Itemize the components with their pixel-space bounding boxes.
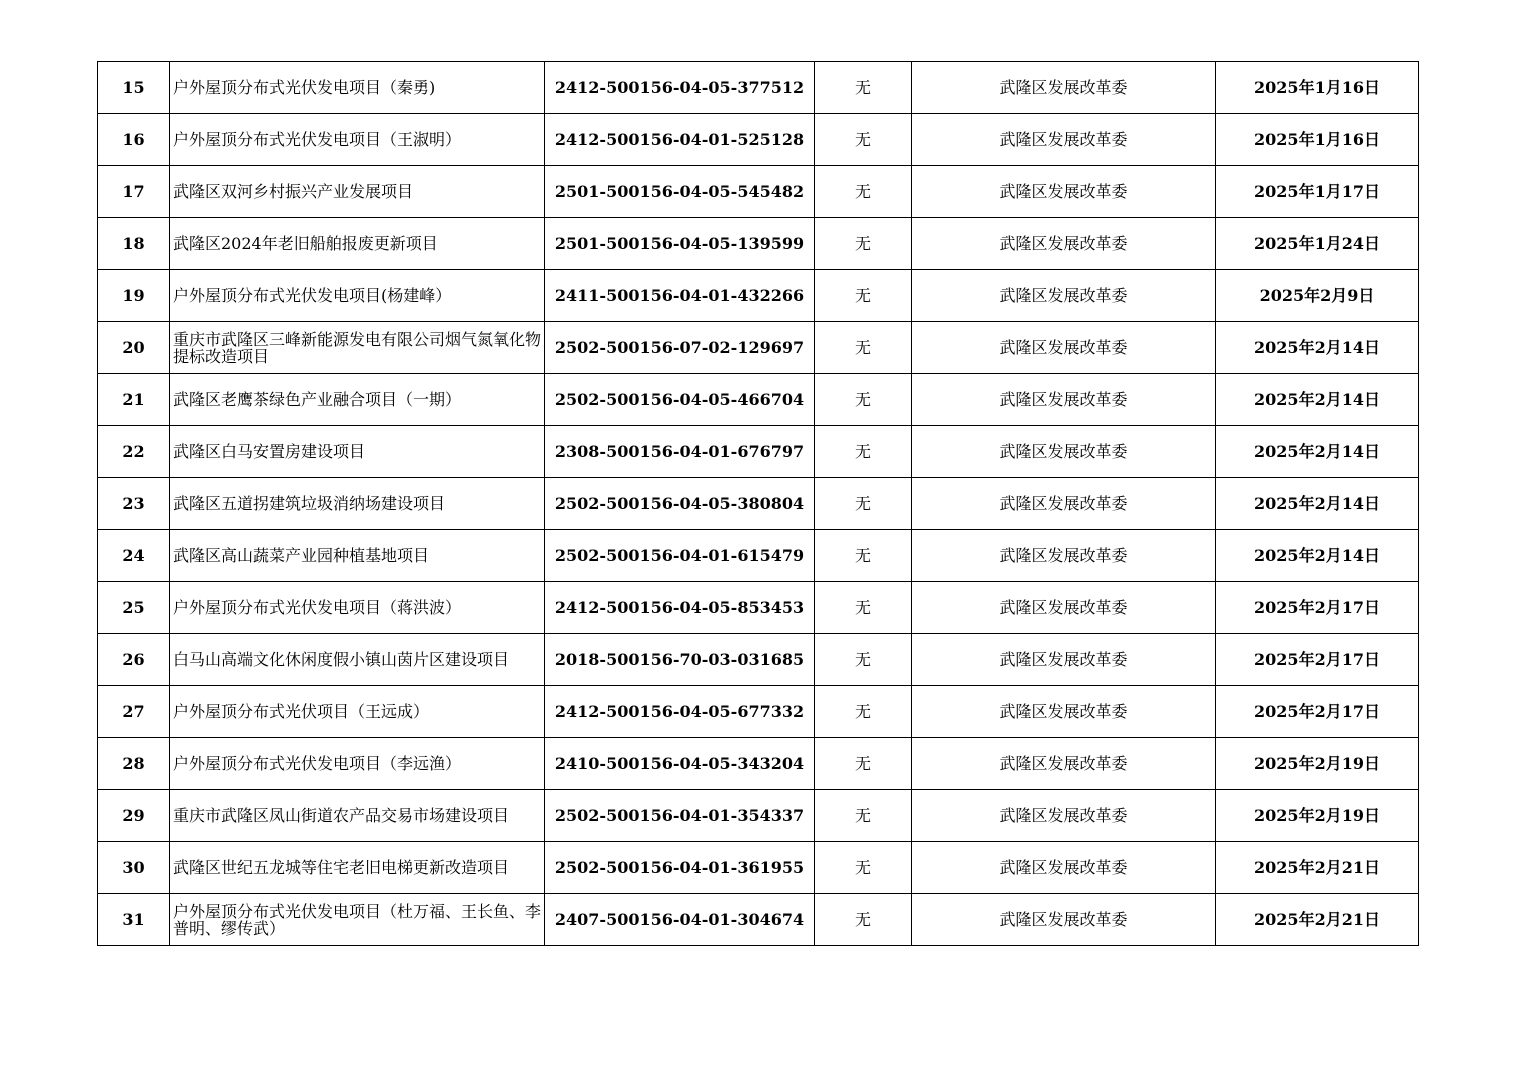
- filing-date-cell: 2025年1月17日: [1216, 166, 1419, 218]
- approving-authority-cell: 武隆区发展改革委: [912, 634, 1216, 686]
- approving-authority-cell: 武隆区发展改革委: [912, 270, 1216, 322]
- table-row: [98, 426, 1419, 478]
- remark-cell: 无: [815, 426, 912, 478]
- project-code-cell: 2501-500156-04-05-545482: [545, 166, 815, 218]
- table-row: [98, 322, 1419, 374]
- project-name-cell: 白马山高端文化休闲度假小镇山茵片区建设项目: [170, 634, 545, 686]
- project-code-cell: 2412-500156-04-05-853453: [545, 582, 815, 634]
- remark-cell: 无: [815, 634, 912, 686]
- project-code-cell: 2502-500156-04-05-380804: [545, 478, 815, 530]
- filing-date-cell: 2025年2月14日: [1216, 530, 1419, 582]
- table-row: [98, 634, 1419, 686]
- filing-date-cell: 2025年1月16日: [1216, 62, 1419, 114]
- project-name-cell: 户外屋顶分布式光伏发电项目(杨建峰）: [170, 270, 545, 322]
- table-row: [98, 894, 1419, 946]
- project-name-cell: 户外屋顶分布式光伏项目（王远成）: [170, 686, 545, 738]
- remark-cell: 无: [815, 686, 912, 738]
- approving-authority-cell: 武隆区发展改革委: [912, 426, 1216, 478]
- row-number-cell: 28: [98, 738, 170, 790]
- remark-cell: 无: [815, 582, 912, 634]
- table-row: [98, 114, 1419, 166]
- project-code-cell: 2502-500156-04-01-361955: [545, 842, 815, 894]
- filing-date-cell: 2025年2月14日: [1216, 322, 1419, 374]
- filing-date-cell: 2025年2月17日: [1216, 634, 1419, 686]
- approving-authority-cell: 武隆区发展改革委: [912, 738, 1216, 790]
- project-filing-table: [97, 61, 1419, 946]
- table-row: [98, 530, 1419, 582]
- filing-date-cell: 2025年2月17日: [1216, 582, 1419, 634]
- project-name-cell: 户外屋顶分布式光伏发电项目（杜万福、王长鱼、李普明、缪传武）: [170, 894, 545, 946]
- table-row: [98, 166, 1419, 218]
- remark-cell: 无: [815, 738, 912, 790]
- project-code-cell: 2411-500156-04-01-432266: [545, 270, 815, 322]
- approving-authority-cell: 武隆区发展改革委: [912, 62, 1216, 114]
- remark-cell: 无: [815, 62, 912, 114]
- table-row: [98, 374, 1419, 426]
- approving-authority-cell: 武隆区发展改革委: [912, 530, 1216, 582]
- remark-cell: 无: [815, 166, 912, 218]
- project-code-cell: 2502-500156-07-02-129697: [545, 322, 815, 374]
- table-row: [98, 218, 1419, 270]
- row-number-cell: 25: [98, 582, 170, 634]
- table-row: [98, 790, 1419, 842]
- approving-authority-cell: 武隆区发展改革委: [912, 322, 1216, 374]
- approving-authority-cell: 武隆区发展改革委: [912, 374, 1216, 426]
- project-name-cell: 户外屋顶分布式光伏发电项目（秦勇): [170, 62, 545, 114]
- approving-authority-cell: 武隆区发展改革委: [912, 842, 1216, 894]
- row-number-cell: 15: [98, 62, 170, 114]
- filing-date-cell: 2025年1月24日: [1216, 218, 1419, 270]
- table-row: [98, 842, 1419, 894]
- project-code-cell: 2407-500156-04-01-304674: [545, 894, 815, 946]
- filing-date-cell: 2025年2月21日: [1216, 894, 1419, 946]
- filing-date-cell: 2025年2月14日: [1216, 374, 1419, 426]
- table-body: [98, 62, 1419, 946]
- filing-date-cell: 2025年1月16日: [1216, 114, 1419, 166]
- row-number-cell: 27: [98, 686, 170, 738]
- project-name-cell: 武隆区五道拐建筑垃圾消纳场建设项目: [170, 478, 545, 530]
- approving-authority-cell: 武隆区发展改革委: [912, 790, 1216, 842]
- project-code-cell: 2412-500156-04-05-377512: [545, 62, 815, 114]
- approving-authority-cell: 武隆区发展改革委: [912, 114, 1216, 166]
- project-name-cell: 户外屋顶分布式光伏发电项目（李远渔）: [170, 738, 545, 790]
- approving-authority-cell: 武隆区发展改革委: [912, 218, 1216, 270]
- approving-authority-cell: 武隆区发展改革委: [912, 686, 1216, 738]
- table-row: [98, 478, 1419, 530]
- project-name-cell: 武隆区2024年老旧船舶报废更新项目: [170, 218, 545, 270]
- row-number-cell: 18: [98, 218, 170, 270]
- project-name-cell: 户外屋顶分布式光伏发电项目（王淑明）: [170, 114, 545, 166]
- project-code-cell: 2308-500156-04-01-676797: [545, 426, 815, 478]
- row-number-cell: 26: [98, 634, 170, 686]
- remark-cell: 无: [815, 790, 912, 842]
- approving-authority-cell: 武隆区发展改革委: [912, 894, 1216, 946]
- filing-date-cell: 2025年2月19日: [1216, 738, 1419, 790]
- table-row: [98, 270, 1419, 322]
- remark-cell: 无: [815, 530, 912, 582]
- row-number-cell: 19: [98, 270, 170, 322]
- row-number-cell: 22: [98, 426, 170, 478]
- project-code-cell: 2502-500156-04-01-354337: [545, 790, 815, 842]
- project-code-cell: 2412-500156-04-01-525128: [545, 114, 815, 166]
- project-code-cell: 2502-500156-04-01-615479: [545, 530, 815, 582]
- filing-date-cell: 2025年2月9日: [1216, 270, 1419, 322]
- project-name-cell: 武隆区高山蔬菜产业园种植基地项目: [170, 530, 545, 582]
- row-number-cell: 24: [98, 530, 170, 582]
- row-number-cell: 31: [98, 894, 170, 946]
- filing-date-cell: 2025年2月17日: [1216, 686, 1419, 738]
- project-name-cell: 重庆市武隆区凤山街道农产品交易市场建设项目: [170, 790, 545, 842]
- remark-cell: 无: [815, 322, 912, 374]
- project-code-cell: 2410-500156-04-05-343204: [545, 738, 815, 790]
- approving-authority-cell: 武隆区发展改革委: [912, 478, 1216, 530]
- table-row: [98, 738, 1419, 790]
- remark-cell: 无: [815, 218, 912, 270]
- table-row: [98, 686, 1419, 738]
- row-number-cell: 20: [98, 322, 170, 374]
- remark-cell: 无: [815, 114, 912, 166]
- filing-date-cell: 2025年2月21日: [1216, 842, 1419, 894]
- project-name-cell: 重庆市武隆区三峰新能源发电有限公司烟气氮氧化物提标改造项目: [170, 322, 545, 374]
- filing-date-cell: 2025年2月19日: [1216, 790, 1419, 842]
- project-name-cell: 武隆区双河乡村振兴产业发展项目: [170, 166, 545, 218]
- project-name-cell: 武隆区白马安置房建设项目: [170, 426, 545, 478]
- row-number-cell: 21: [98, 374, 170, 426]
- row-number-cell: 17: [98, 166, 170, 218]
- project-name-cell: 武隆区世纪五龙城等住宅老旧电梯更新改造项目: [170, 842, 545, 894]
- filing-date-cell: 2025年2月14日: [1216, 426, 1419, 478]
- approving-authority-cell: 武隆区发展改革委: [912, 582, 1216, 634]
- remark-cell: 无: [815, 842, 912, 894]
- filing-date-cell: 2025年2月14日: [1216, 478, 1419, 530]
- project-name-cell: 武隆区老鹰茶绿色产业融合项目（一期）: [170, 374, 545, 426]
- project-code-cell: 2502-500156-04-05-466704: [545, 374, 815, 426]
- project-code-cell: 2018-500156-70-03-031685: [545, 634, 815, 686]
- project-code-cell: 2412-500156-04-05-677332: [545, 686, 815, 738]
- row-number-cell: 23: [98, 478, 170, 530]
- remark-cell: 无: [815, 478, 912, 530]
- approving-authority-cell: 武隆区发展改革委: [912, 166, 1216, 218]
- table-row: [98, 62, 1419, 114]
- project-name-cell: 户外屋顶分布式光伏发电项目（蒋洪波）: [170, 582, 545, 634]
- row-number-cell: 30: [98, 842, 170, 894]
- remark-cell: 无: [815, 374, 912, 426]
- row-number-cell: 16: [98, 114, 170, 166]
- project-code-cell: 2501-500156-04-05-139599: [545, 218, 815, 270]
- table-row: [98, 582, 1419, 634]
- row-number-cell: 29: [98, 790, 170, 842]
- remark-cell: 无: [815, 270, 912, 322]
- remark-cell: 无: [815, 894, 912, 946]
